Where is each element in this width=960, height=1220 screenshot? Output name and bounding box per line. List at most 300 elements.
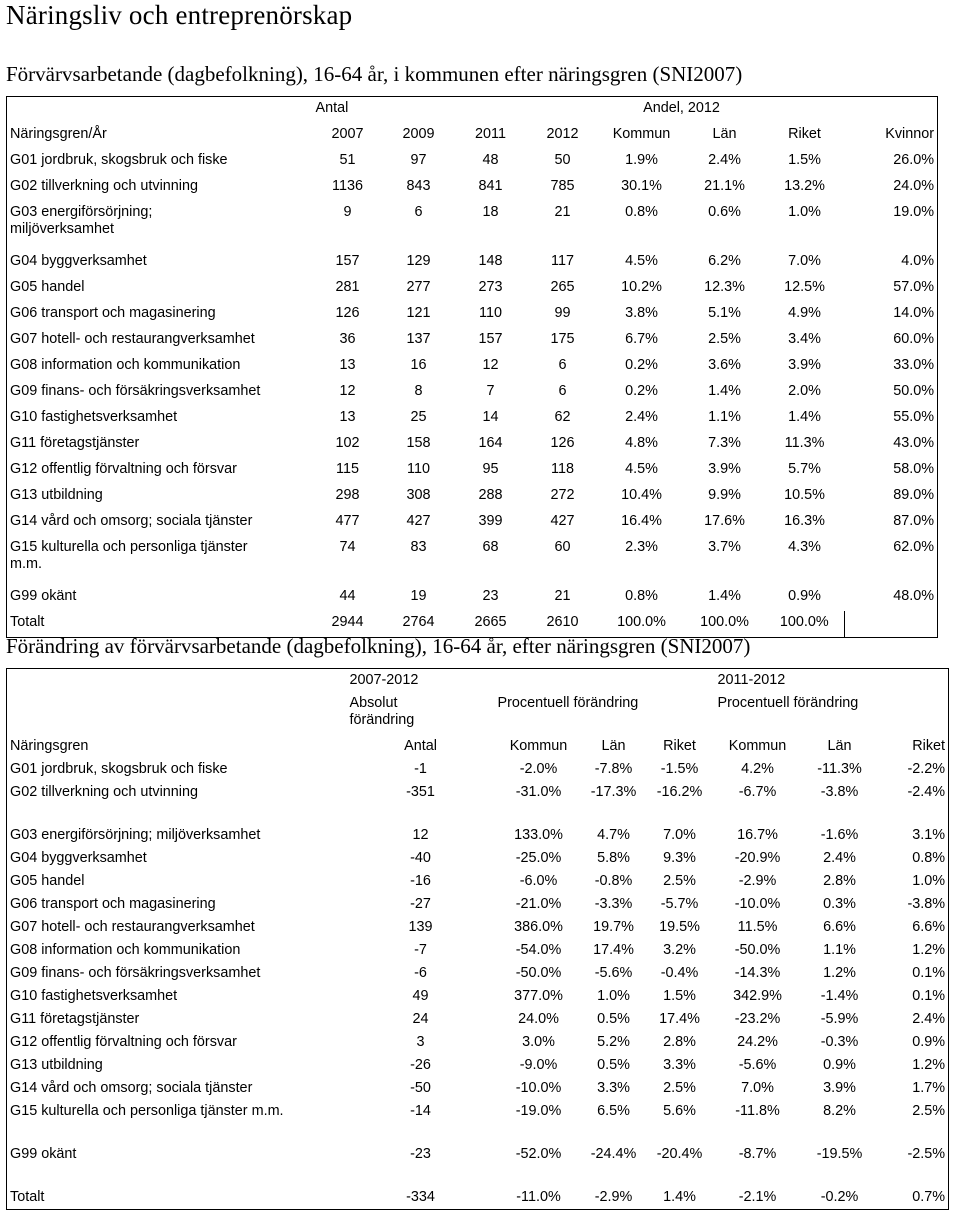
- table-cell: 13: [339, 409, 356, 425]
- change-table: [6, 668, 949, 1210]
- table-row: [7, 458, 938, 484]
- table-cell: 117: [551, 253, 574, 269]
- table-cell: 1136: [332, 178, 363, 194]
- table-cell: -2.0%: [519, 761, 558, 777]
- table-row: [7, 985, 949, 1008]
- table-row: [7, 432, 938, 458]
- table-cell: 6: [558, 383, 567, 399]
- table-cell: 6: [414, 204, 423, 220]
- table-cell: 3.9%: [823, 1080, 856, 1096]
- table2-col-header: Kommun: [728, 738, 787, 754]
- row-label: G11 företagstjänster: [10, 435, 140, 451]
- table-cell: 1.0%: [597, 988, 630, 1004]
- table-cell: -19.0%: [515, 1103, 562, 1119]
- table-cell: 2944: [331, 614, 364, 630]
- table-cell: 1.1%: [823, 942, 856, 958]
- table-cell: -2.5%: [907, 1146, 946, 1162]
- table1-title: Förvärvsarbetande (dagbefolkning), 16-64 år, i kommunen efter näringsgren (SNI2007): [6, 62, 743, 86]
- table-row: [7, 380, 938, 406]
- table-cell: 4.2%: [741, 761, 774, 777]
- period-2011-2012: 2011-2012: [717, 672, 786, 688]
- table-cell: -6.0%: [519, 873, 558, 889]
- row-label: G13 utbildning: [10, 487, 103, 503]
- table-row: [7, 758, 949, 781]
- table-cell: 5.7%: [788, 461, 821, 477]
- table-cell: 44: [339, 588, 356, 604]
- table2-col-header: Näringsgren: [10, 738, 89, 754]
- table2-col-header: Riket: [663, 738, 696, 754]
- table-cell: 4.5%: [625, 253, 658, 269]
- table-cell: 50.0%: [893, 383, 935, 399]
- table-cell: -5.9%: [820, 1011, 859, 1027]
- page-title: Näringsliv och entreprenörskap: [6, 0, 353, 30]
- table1-group-header-row: [7, 97, 938, 124]
- table-cell: -1.5%: [660, 761, 699, 777]
- table-cell: 7: [486, 383, 495, 399]
- table-cell: 2.5%: [663, 873, 696, 889]
- table-cell: 51: [339, 152, 356, 168]
- table-cell: -2.9%: [594, 1189, 633, 1205]
- table-cell: 7.0%: [788, 253, 821, 269]
- row-label: G08 information och kommunikation: [10, 942, 241, 958]
- table-cell: 1.4%: [663, 1189, 696, 1205]
- table-cell: 0.8%: [625, 204, 658, 220]
- table-cell: 74: [339, 539, 356, 555]
- table-cell: 24.0%: [518, 1011, 559, 1027]
- table-cell: 0.9%: [912, 1034, 946, 1050]
- row-label: G06 transport och magasinering: [10, 896, 216, 912]
- table-cell: 2764: [402, 614, 435, 630]
- table-cell: 3.0%: [522, 1034, 555, 1050]
- table-cell: -20.9%: [734, 850, 781, 866]
- table-cell: 129: [406, 253, 431, 269]
- table-cell: 97: [410, 152, 427, 168]
- table-cell: 8.2%: [823, 1103, 856, 1119]
- table-cell: -0.2%: [820, 1189, 859, 1205]
- table-cell: 3.2%: [663, 942, 696, 958]
- table-cell: 4.8%: [625, 435, 658, 451]
- table-cell: 5.8%: [597, 850, 630, 866]
- table-cell: 57.0%: [893, 279, 935, 295]
- table-row: [7, 781, 949, 824]
- table-cell: 2610: [546, 614, 579, 630]
- table-cell: -6.7%: [738, 784, 777, 800]
- table-cell: 288: [478, 487, 503, 503]
- row-label: G10 fastighetsverksamhet: [10, 988, 178, 1004]
- table-cell: 23: [482, 588, 499, 604]
- table-cell: 62: [554, 409, 571, 425]
- table-cell: 785: [550, 178, 575, 194]
- table-cell: 48: [482, 152, 499, 168]
- table-cell: 298: [335, 487, 360, 503]
- table-row: [7, 536, 938, 585]
- table-cell: 0.5%: [597, 1057, 630, 1073]
- table-cell: -5.7%: [660, 896, 699, 912]
- table-cell: -2.9%: [738, 873, 777, 889]
- row-label: G15 kulturella och personliga tjänster m.m.: [10, 1103, 284, 1119]
- table-cell: 2.4%: [708, 152, 741, 168]
- table-cell: 12.3%: [704, 279, 745, 295]
- row-label: G13 utbildning: [10, 1057, 103, 1073]
- table2-subgroup-row: [7, 692, 949, 735]
- table1-col-header: 2011: [475, 126, 506, 142]
- table1-header-row: [7, 123, 938, 149]
- table-cell: 21: [554, 204, 571, 220]
- table-cell: 377.0%: [514, 988, 563, 1004]
- table-cell: -54.0%: [515, 942, 562, 958]
- table-cell: 19.7%: [593, 919, 634, 935]
- table-cell: 6.5%: [597, 1103, 630, 1119]
- table-cell: 272: [550, 487, 575, 503]
- table-cell: 118: [551, 461, 574, 477]
- table-cell: 0.7%: [912, 1189, 946, 1205]
- table-cell: 33.0%: [893, 357, 935, 373]
- table-cell: 16.3%: [784, 513, 825, 529]
- row-label: G09 finans- och försäkringsverksamhet: [10, 965, 261, 981]
- table-cell: 265: [550, 279, 575, 295]
- table-cell: 19.5%: [659, 919, 700, 935]
- table-cell: -3.8%: [907, 896, 946, 912]
- table-row: [7, 302, 938, 328]
- table-cell: 11.5%: [737, 919, 778, 935]
- table-cell: 281: [335, 279, 360, 295]
- table-cell: 16.4%: [621, 513, 662, 529]
- table-cell: -7.8%: [594, 761, 633, 777]
- table-row: [7, 824, 949, 847]
- row-label: G01 jordbruk, skogsbruk och fiske: [10, 761, 228, 777]
- table-row: [7, 1143, 949, 1186]
- table-row: [7, 847, 949, 870]
- table-cell: 1.0%: [912, 873, 946, 889]
- table-cell: 126: [335, 305, 360, 321]
- table-cell: 12: [482, 357, 499, 373]
- table-cell: 0.5%: [597, 1011, 630, 1027]
- table-cell: -26: [410, 1057, 431, 1073]
- table-row: [7, 175, 938, 201]
- table-cell: 11.3%: [784, 435, 825, 451]
- table-cell: -40: [410, 850, 431, 866]
- table-cell: 12: [412, 827, 429, 843]
- table-cell: 2.4%: [823, 850, 856, 866]
- table-cell: 3.1%: [912, 827, 946, 843]
- table-cell: 1.5%: [663, 988, 696, 1004]
- table-cell: 427: [406, 513, 431, 529]
- table-cell: 6.7%: [625, 331, 658, 347]
- table2-header-row: [7, 735, 949, 758]
- table-row: [7, 870, 949, 893]
- table-cell: 30.1%: [621, 178, 662, 194]
- table-cell: 3: [416, 1034, 425, 1050]
- table-cell: 19: [410, 588, 427, 604]
- table-cell: -23: [410, 1146, 431, 1162]
- table-cell: -50.0%: [515, 965, 562, 981]
- table-cell: -351: [406, 784, 435, 800]
- table-cell: 1.2%: [912, 1057, 946, 1073]
- row-label: G12 offentlig förvaltning och försvar: [10, 1034, 237, 1050]
- table-cell: 4.0%: [901, 253, 935, 269]
- table-cell: 89.0%: [893, 487, 935, 503]
- table-cell: 0.2%: [625, 383, 658, 399]
- table-cell: 3.7%: [708, 539, 741, 555]
- table-cell: 0.8%: [625, 588, 658, 604]
- table-cell: 87.0%: [893, 513, 935, 529]
- table-cell: -1: [414, 761, 427, 777]
- table-cell: 2.8%: [663, 1034, 696, 1050]
- table-cell: -9.0%: [519, 1057, 558, 1073]
- table-cell: 60.0%: [893, 331, 935, 347]
- table-cell: 14: [482, 409, 499, 425]
- table-cell: 100.0%: [700, 614, 749, 630]
- table-cell: 58.0%: [893, 461, 935, 477]
- table-cell: 157: [335, 253, 360, 269]
- table-cell: 0.9%: [788, 588, 821, 604]
- table-cell: -1.4%: [820, 988, 859, 1004]
- table-cell: 7.3%: [708, 435, 741, 451]
- table-cell: 25: [410, 409, 427, 425]
- table-cell: 2.4%: [912, 1011, 946, 1027]
- table-cell: -334: [406, 1189, 435, 1205]
- table-cell: -11.8%: [735, 1103, 780, 1119]
- table-cell: 110: [407, 461, 430, 477]
- table-row: [7, 585, 938, 611]
- row-label: Totalt: [10, 614, 45, 630]
- table-cell: 62.0%: [893, 539, 935, 555]
- table-cell: 427: [550, 513, 575, 529]
- table-row: [7, 1100, 949, 1143]
- table-cell: 4.9%: [788, 305, 821, 321]
- table-cell: 68: [482, 539, 499, 555]
- table-cell: -20.4%: [656, 1146, 703, 1162]
- table-cell: 36: [339, 331, 356, 347]
- table-cell: -3.3%: [594, 896, 633, 912]
- table-cell: 2.0%: [788, 383, 821, 399]
- table-cell: 6: [558, 357, 567, 373]
- table-cell: 100.0%: [617, 614, 666, 630]
- table-row: [7, 149, 938, 175]
- table-cell: 4.5%: [625, 461, 658, 477]
- table-cell: 0.1%: [912, 965, 946, 981]
- table-cell: 4.7%: [597, 827, 630, 843]
- table-cell: [845, 611, 938, 638]
- group-antal-label: Antal: [315, 100, 349, 116]
- table-cell: 158: [406, 435, 431, 451]
- row-label: G07 hotell- och restaurangverksamhet: [10, 919, 255, 935]
- table-row: [7, 250, 938, 276]
- table-cell: 0.2%: [625, 357, 658, 373]
- table-cell: 1.5%: [788, 152, 821, 168]
- table-cell: 164: [478, 435, 503, 451]
- table-cell: 273: [478, 279, 503, 295]
- table-cell: -0.3%: [820, 1034, 859, 1050]
- table-row: [7, 1186, 949, 1210]
- table2-col-header: Län: [827, 738, 852, 754]
- table-cell: -27: [410, 896, 431, 912]
- table-cell: 83: [410, 539, 427, 555]
- row-label: G99 okänt: [10, 1146, 77, 1162]
- row-label: G14 vård och omsorg; sociala tjänster: [10, 513, 253, 529]
- table-cell: 3.4%: [788, 331, 821, 347]
- table-cell: 55.0%: [893, 409, 935, 425]
- table-cell: -8.7%: [738, 1146, 777, 1162]
- table2-col-header: Riket: [912, 738, 946, 754]
- table-cell: 50: [554, 152, 571, 168]
- table-cell: 6.6%: [823, 919, 856, 935]
- table-cell: 342.9%: [733, 988, 782, 1004]
- table-cell: 8: [414, 383, 423, 399]
- table-cell: 386.0%: [514, 919, 563, 935]
- table-row: [7, 962, 949, 985]
- table-cell: 477: [335, 513, 360, 529]
- table-cell: 10.4%: [621, 487, 662, 503]
- table-cell: 102: [335, 435, 360, 451]
- table-cell: -5.6%: [738, 1057, 777, 1073]
- table-cell: -14.3%: [734, 965, 781, 981]
- table-cell: -23.2%: [734, 1011, 781, 1027]
- table-cell: 9: [343, 204, 352, 220]
- table2-col-header: Län: [601, 738, 626, 754]
- table-cell: 9.3%: [663, 850, 696, 866]
- table-row: [7, 939, 949, 962]
- row-label: G01 jordbruk, skogsbruk och fiske: [10, 152, 228, 168]
- table-cell: 6.6%: [912, 919, 946, 935]
- table-cell: 115: [336, 461, 359, 477]
- table-cell: 49: [412, 988, 429, 1004]
- row-label: G09 finans- och försäkringsverksamhet: [10, 383, 261, 399]
- table-cell: 2.5%: [912, 1103, 946, 1119]
- row-label: G10 fastighetsverksamhet: [10, 409, 178, 425]
- procentuell-forandring-label-2: Procentuell förändring: [717, 695, 859, 711]
- table-row: [7, 916, 949, 939]
- table-cell: 0.8%: [912, 850, 946, 866]
- table1-col-header: Kvinnor: [885, 126, 935, 142]
- table-cell: 1.0%: [788, 204, 821, 220]
- row-label: G06 transport och magasinering: [10, 305, 216, 321]
- table-cell: 4.3%: [788, 539, 821, 555]
- row-label: G03 energiförsörjning; miljöverksamhet: [10, 827, 261, 843]
- table-cell: -3.8%: [820, 784, 859, 800]
- table-cell: -31.0%: [515, 784, 562, 800]
- row-label: G04 byggverksamhet: [10, 850, 147, 866]
- table-cell: -0.4%: [660, 965, 699, 981]
- row-label: G05 handel: [10, 873, 85, 889]
- table-cell: 100.0%: [779, 614, 829, 630]
- table2-col-header: Kommun: [509, 738, 568, 754]
- table-cell: 19.0%: [893, 204, 935, 220]
- table-cell: 1.4%: [708, 588, 741, 604]
- table1-col-header: 2012: [546, 126, 579, 142]
- row-label: G14 vård och omsorg; sociala tjänster: [10, 1080, 253, 1096]
- table-cell: 277: [406, 279, 431, 295]
- table-cell: 139: [408, 919, 433, 935]
- table-cell: 12.5%: [784, 279, 825, 295]
- table2-period-row: [7, 669, 949, 693]
- table-cell: 2.5%: [663, 1080, 696, 1096]
- table-cell: 48.0%: [893, 588, 935, 604]
- table1-col-header: 2009: [402, 126, 435, 142]
- table-row: [7, 1008, 949, 1031]
- table1-col-header: 2007: [331, 126, 364, 142]
- table-cell: -52.0%: [515, 1146, 562, 1162]
- procentuell-forandring-label-1: Procentuell förändring: [497, 695, 639, 711]
- table-row: [7, 354, 938, 380]
- period-2007-2012: 2007-2012: [349, 672, 419, 688]
- table-cell: 3.8%: [625, 305, 658, 321]
- table-cell: -50.0%: [734, 942, 781, 958]
- table-cell: -10.0%: [515, 1080, 562, 1096]
- table-cell: 1.4%: [788, 409, 821, 425]
- table-cell: 1.9%: [625, 152, 658, 168]
- row-label: G99 okänt: [10, 588, 77, 604]
- table-cell: 175: [550, 331, 575, 347]
- table-cell: -50: [410, 1080, 431, 1096]
- table-row: [7, 201, 938, 250]
- table-cell: 2.3%: [625, 539, 658, 555]
- table-cell: 60: [554, 539, 571, 555]
- table-cell: 843: [406, 178, 431, 194]
- table-cell: 18: [482, 204, 499, 220]
- table-cell: 24.0%: [893, 178, 935, 194]
- table-cell: 2665: [474, 614, 507, 630]
- table-cell: 7.0%: [663, 827, 696, 843]
- table-cell: 0.3%: [823, 896, 856, 912]
- table-row: [7, 1031, 949, 1054]
- table-cell: 0.9%: [823, 1057, 856, 1073]
- row-label: G12 offentlig förvaltning och försvar: [10, 461, 237, 477]
- table-cell: -21.0%: [515, 896, 562, 912]
- table-cell: -2.1%: [738, 1189, 777, 1205]
- table-cell: 95: [482, 461, 499, 477]
- table-row: [7, 893, 949, 916]
- table-row: [7, 510, 938, 536]
- table-cell: 12: [339, 383, 356, 399]
- table-cell: 9.9%: [708, 487, 741, 503]
- table1-col-header: Näringsgren/År: [10, 126, 107, 142]
- table-cell: 5.6%: [663, 1103, 696, 1119]
- table-cell: -14: [410, 1103, 431, 1119]
- absolut-forandring-label: Absolut förändring: [349, 695, 415, 728]
- table-row: [7, 406, 938, 432]
- table-cell: -5.6%: [594, 965, 633, 981]
- table-cell: 16.7%: [737, 827, 778, 843]
- row-label: G02 tillverkning och utvinning: [10, 178, 198, 194]
- table-cell: 157: [478, 331, 503, 347]
- row-label: G03 energiförsörjning; miljöverksamhet: [10, 204, 153, 237]
- table-cell: -6: [414, 965, 427, 981]
- table-cell: -0.8%: [594, 873, 633, 889]
- row-label: G07 hotell- och restaurangverksamhet: [10, 331, 255, 347]
- table-row: [7, 1077, 949, 1100]
- table-cell: 21: [554, 588, 571, 604]
- table-cell: 121: [406, 305, 431, 321]
- table-cell: -17.3%: [590, 784, 637, 800]
- table-cell: 1.4%: [708, 383, 741, 399]
- table-cell: 5.2%: [597, 1034, 630, 1050]
- row-label: G15 kulturella och personliga tjänster m.m.: [10, 539, 248, 572]
- table-cell: -16.2%: [656, 784, 703, 800]
- row-label: Totalt: [10, 1189, 45, 1205]
- table-cell: 16: [410, 357, 427, 373]
- table-cell: 10.2%: [621, 279, 662, 295]
- table-cell: 17.4%: [593, 942, 634, 958]
- table-cell: 14.0%: [893, 305, 935, 321]
- table-cell: 5.1%: [708, 305, 741, 321]
- table-cell: 2.5%: [708, 331, 741, 347]
- row-label: G02 tillverkning och utvinning: [10, 784, 198, 800]
- table-cell: 17.4%: [659, 1011, 700, 1027]
- table-cell: 13.2%: [784, 178, 825, 194]
- table-cell: 3.9%: [708, 461, 741, 477]
- row-label: G11 företagstjänster: [10, 1011, 140, 1027]
